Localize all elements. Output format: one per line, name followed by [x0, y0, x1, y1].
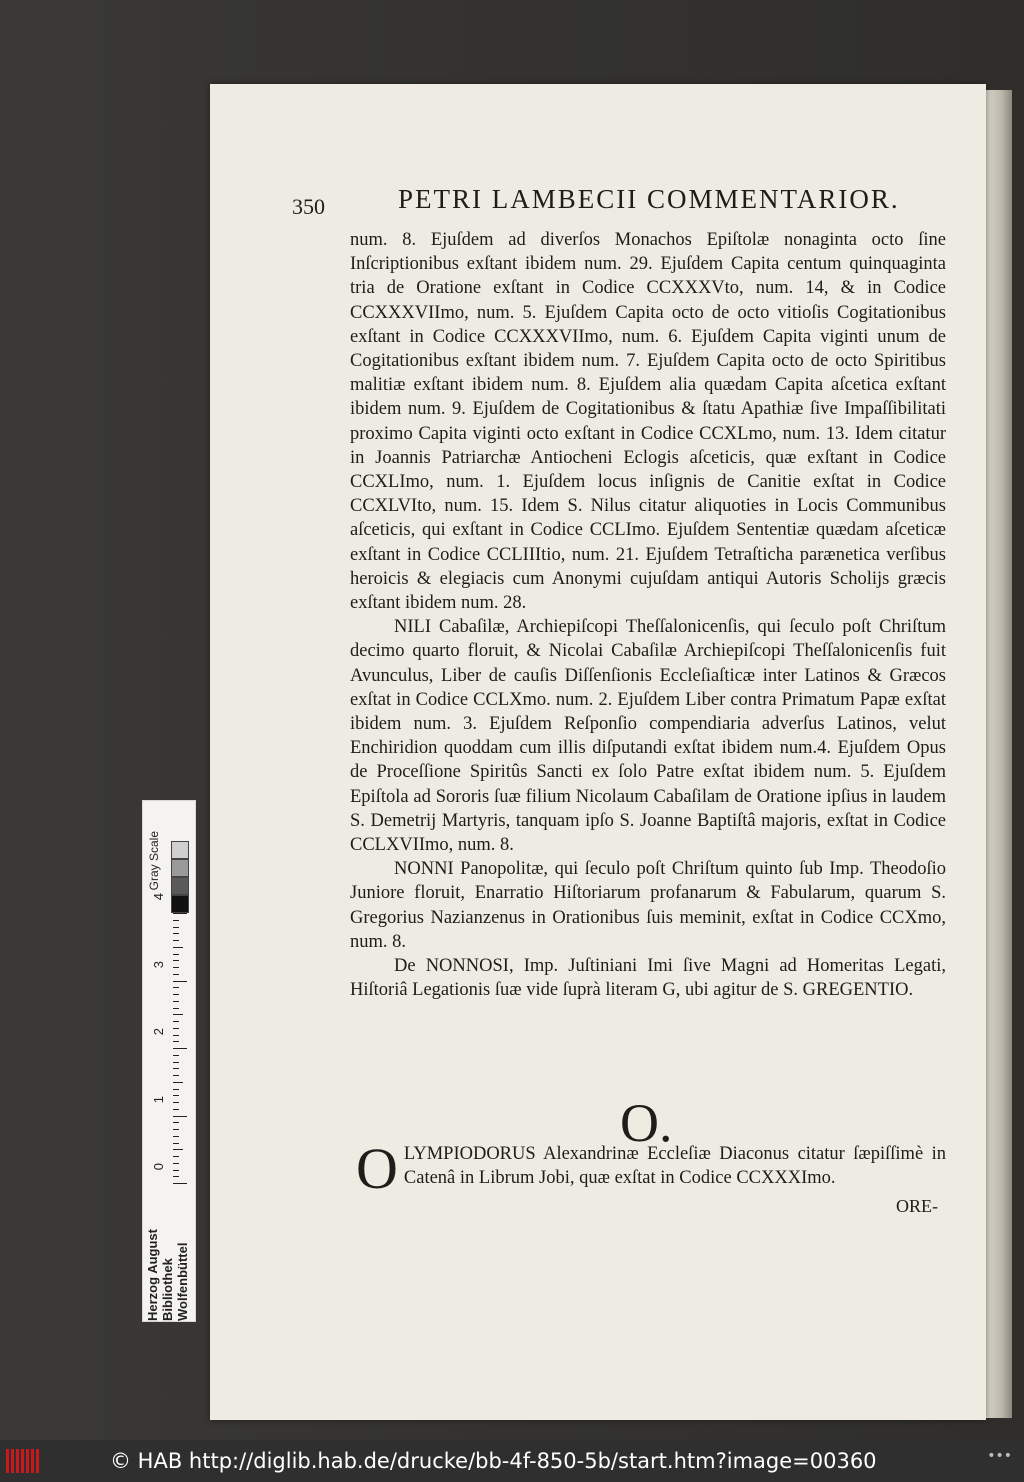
ruler-tick — [173, 1116, 187, 1117]
ruler-tick — [173, 947, 183, 948]
ruler-number: 3 — [151, 960, 166, 968]
section-letter: O. — [620, 1093, 673, 1153]
catchword: ORE- — [896, 1196, 938, 1216]
gray-swatches — [171, 841, 189, 913]
drop-cap: O — [356, 1136, 398, 1201]
paragraph-nonni: NONNI Panopolitæ, qui ſeculo poſt Chriſtum quinto ſub Imp. Theodoſio Juniore floruit, Enarratio Hiſtoriarum profanarum & Fabularum, quarum S. Gregorius Nazianzenus in Orationibus ſuis meminit, exſtat in Codice CCXmo, num. 8. — [350, 859, 946, 952]
footer-bar — [0, 1440, 1024, 1482]
paragraph-nili-cabasilae: NILI Cabaſilæ, Archiepiſcopi Theſſalonicenſis, qui ſeculo poſt Chriſtum decimo quarto floruit, & Nicolai Cabaſilæ Archiepiſcopi Theſſalonicenſis fuit Avunculus, Liber de cauſis Diſſenſionis Eccleſiaſticæ inter Latinos & Græcos exſtat in Codice CCLXmo. num. 2. Ejuſdem Liber contra Primatum Papæ exſtat ibidem num. 3. Ejuſdem Reſponſio compendiaria adverſus Latinos, velut Enchiridion quoddam cum illis diſputandi exſtat ibidem num.4. Ejuſdem Opus de Proceſſione Spiritûs Sancti ex ſolo Patre exſtat ibidem num. 5. Ejuſdem Epiſtola ad Sororis ſuæ filium Nicolaum Cabaſilam de Oratione ipſius in laudem S. Demetrij Martyris, tanquam ipſo S. Joanne Baptiſtâ majoris, exſtat in Codice CCLXVIImo, num. 8. — [350, 617, 946, 856]
ruler-tick — [173, 974, 179, 975]
ruler-tick — [173, 1122, 179, 1123]
ruler-tick — [173, 1082, 183, 1083]
swatch — [171, 859, 189, 877]
logo-bar — [6, 1449, 9, 1473]
ruler-tick — [173, 1055, 179, 1056]
source-url[interactable]: © HAB http://diglib.hab.de/drucke/bb-4f-850-5b/start.htm?image=00360 — [110, 1449, 877, 1473]
ruler-number: 1 — [151, 1095, 166, 1103]
ruler-tick — [173, 954, 179, 955]
page-edge — [986, 90, 1012, 1418]
entry-text: LYMPIODORUS Alexandrinæ Eccleſiæ Diaconus citatur ſæpiſſimè in Catenâ in Librum Jobi, quæ exſtat in Codice CCXXXImo. — [403, 1144, 946, 1189]
swatch — [171, 877, 189, 895]
ruler-tick — [173, 1170, 179, 1171]
ruler-tick — [173, 1109, 179, 1110]
logo-bar — [31, 1449, 34, 1473]
ruler-tick — [173, 1102, 179, 1103]
ruler-tick — [173, 994, 179, 995]
ruler-tick — [173, 960, 179, 961]
gray-scale-label: Gray Scale — [147, 831, 161, 891]
paragraph-nilus: num. 8. Ejuſdem ad diverſos Monachos Epiſtolæ nonaginta octo ſine Inſcriptionibus exſtant ibidem num. 29. Ejuſdem Capita centum quinquaginta tria de Oratione exſtant in Codice CCXXXVto, num. 14, & in Codice CCXXXVIImo, num. 5. Ejuſdem Capita octo de octo vitioſis Cogitationibus exſtant in Codice CCXXXVIImo, num. 6. Ejuſdem Capita viginti unum de Cogitationibus exſtant ibidem num. 7. Ejuſdem Capita octo de octo Spiritibus malitiæ exſtant ibidem num. 8. Ejuſdem alia quædam Capita aſcetica exſtant ibidem num. 9. Ejuſdem de Cogitationibus & ſtatu Apathiæ ſive Impaſſibilitati proximo Capita viginti octo exſtant in Codice CCXLmo, num. 13. Idem citatur in Joannis Patriarchæ Antiocheni Eclogis aſceticis, quæ exſtant in Codice CCXLImo, num. 1. Ejuſdem locus inſignis de Canitie exſtat in Codice CCXLVIto, num. 15. Idem S. Nilus citatur aliquoties in Locis Communibus aſceticis, qui exſtant in Codice CCLImo. Ejuſdem Sententiæ quædam aſceticæ exſtant in Codice CCLIIItio, num. 21. Ejuſdem Tetraſticha parænetica verſibus heroicis & elegiacis cum Anonymi cujuſdam antiqui Autoris Scholijs græcis exſtant ibidem num. 28. — [350, 230, 946, 614]
ruler-tick — [173, 987, 179, 988]
ruler — [151, 893, 193, 1183]
ruler-tick — [173, 967, 179, 968]
hab-logo-icon — [6, 1449, 44, 1473]
ruler-tick — [173, 1129, 179, 1130]
library-label — [145, 1197, 190, 1321]
logo-bar — [11, 1449, 14, 1473]
page-text — [350, 228, 946, 1003]
ruler-tick — [173, 913, 187, 914]
library-line-2: Wolfenbüttel — [175, 1242, 190, 1321]
logo-bar — [21, 1449, 24, 1473]
paragraph-nonnosi: De NONNOSI, Imp. Juſtiniani Imi ſive Magni ad Homeritas Legati, Hiſtoriâ Legationis ſuæ vide ſuprà literam G, ubi agitur de S. GREGENTIO. — [350, 956, 946, 1001]
ruler-tick — [173, 1014, 183, 1015]
ruler-tick — [173, 1048, 187, 1049]
ruler-tick — [173, 1089, 179, 1090]
ruler-tick — [173, 1028, 179, 1029]
color-scale-strip — [142, 800, 196, 1322]
ruler-tick — [173, 1008, 179, 1009]
ruler-tick — [173, 981, 187, 982]
logo-bar — [16, 1449, 19, 1473]
ruler-tick — [173, 1095, 179, 1096]
swatch — [171, 841, 189, 859]
ruler-tick — [173, 927, 179, 928]
ruler-tick — [173, 1021, 179, 1022]
ruler-tick — [173, 1041, 179, 1042]
ruler-tick — [173, 1075, 179, 1076]
ruler-tick — [173, 1176, 179, 1177]
entry-olympiodorus — [356, 1136, 946, 1201]
ruler-tick — [173, 1149, 183, 1150]
ruler-tick — [173, 940, 179, 941]
library-line-1: Herzog August Bibliothek — [145, 1229, 175, 1321]
ruler-number: 2 — [151, 1028, 166, 1036]
swatch — [171, 895, 189, 913]
ruler-tick — [173, 1062, 179, 1063]
running-title: PETRI LAMBECII COMMENTARIOR. — [398, 184, 900, 214]
ruler-number: 0 — [151, 1163, 166, 1171]
ruler-tick — [173, 1136, 179, 1137]
page-number: 350 — [292, 194, 325, 219]
ruler-tick — [173, 920, 179, 921]
ruler-tick — [173, 1068, 179, 1069]
ruler-tick — [173, 1143, 179, 1144]
ruler-tick — [173, 1183, 187, 1184]
ruler-tick — [173, 1035, 179, 1036]
ruler-tick — [173, 933, 179, 934]
ruler-tick — [173, 1163, 179, 1164]
ruler-tick — [173, 1001, 179, 1002]
ruler-tick — [173, 1156, 179, 1157]
logo-bar — [26, 1449, 29, 1473]
logo-bar — [36, 1449, 39, 1473]
more-icon[interactable]: ••• — [987, 1448, 1012, 1464]
ruler-number: 4 — [151, 893, 166, 901]
